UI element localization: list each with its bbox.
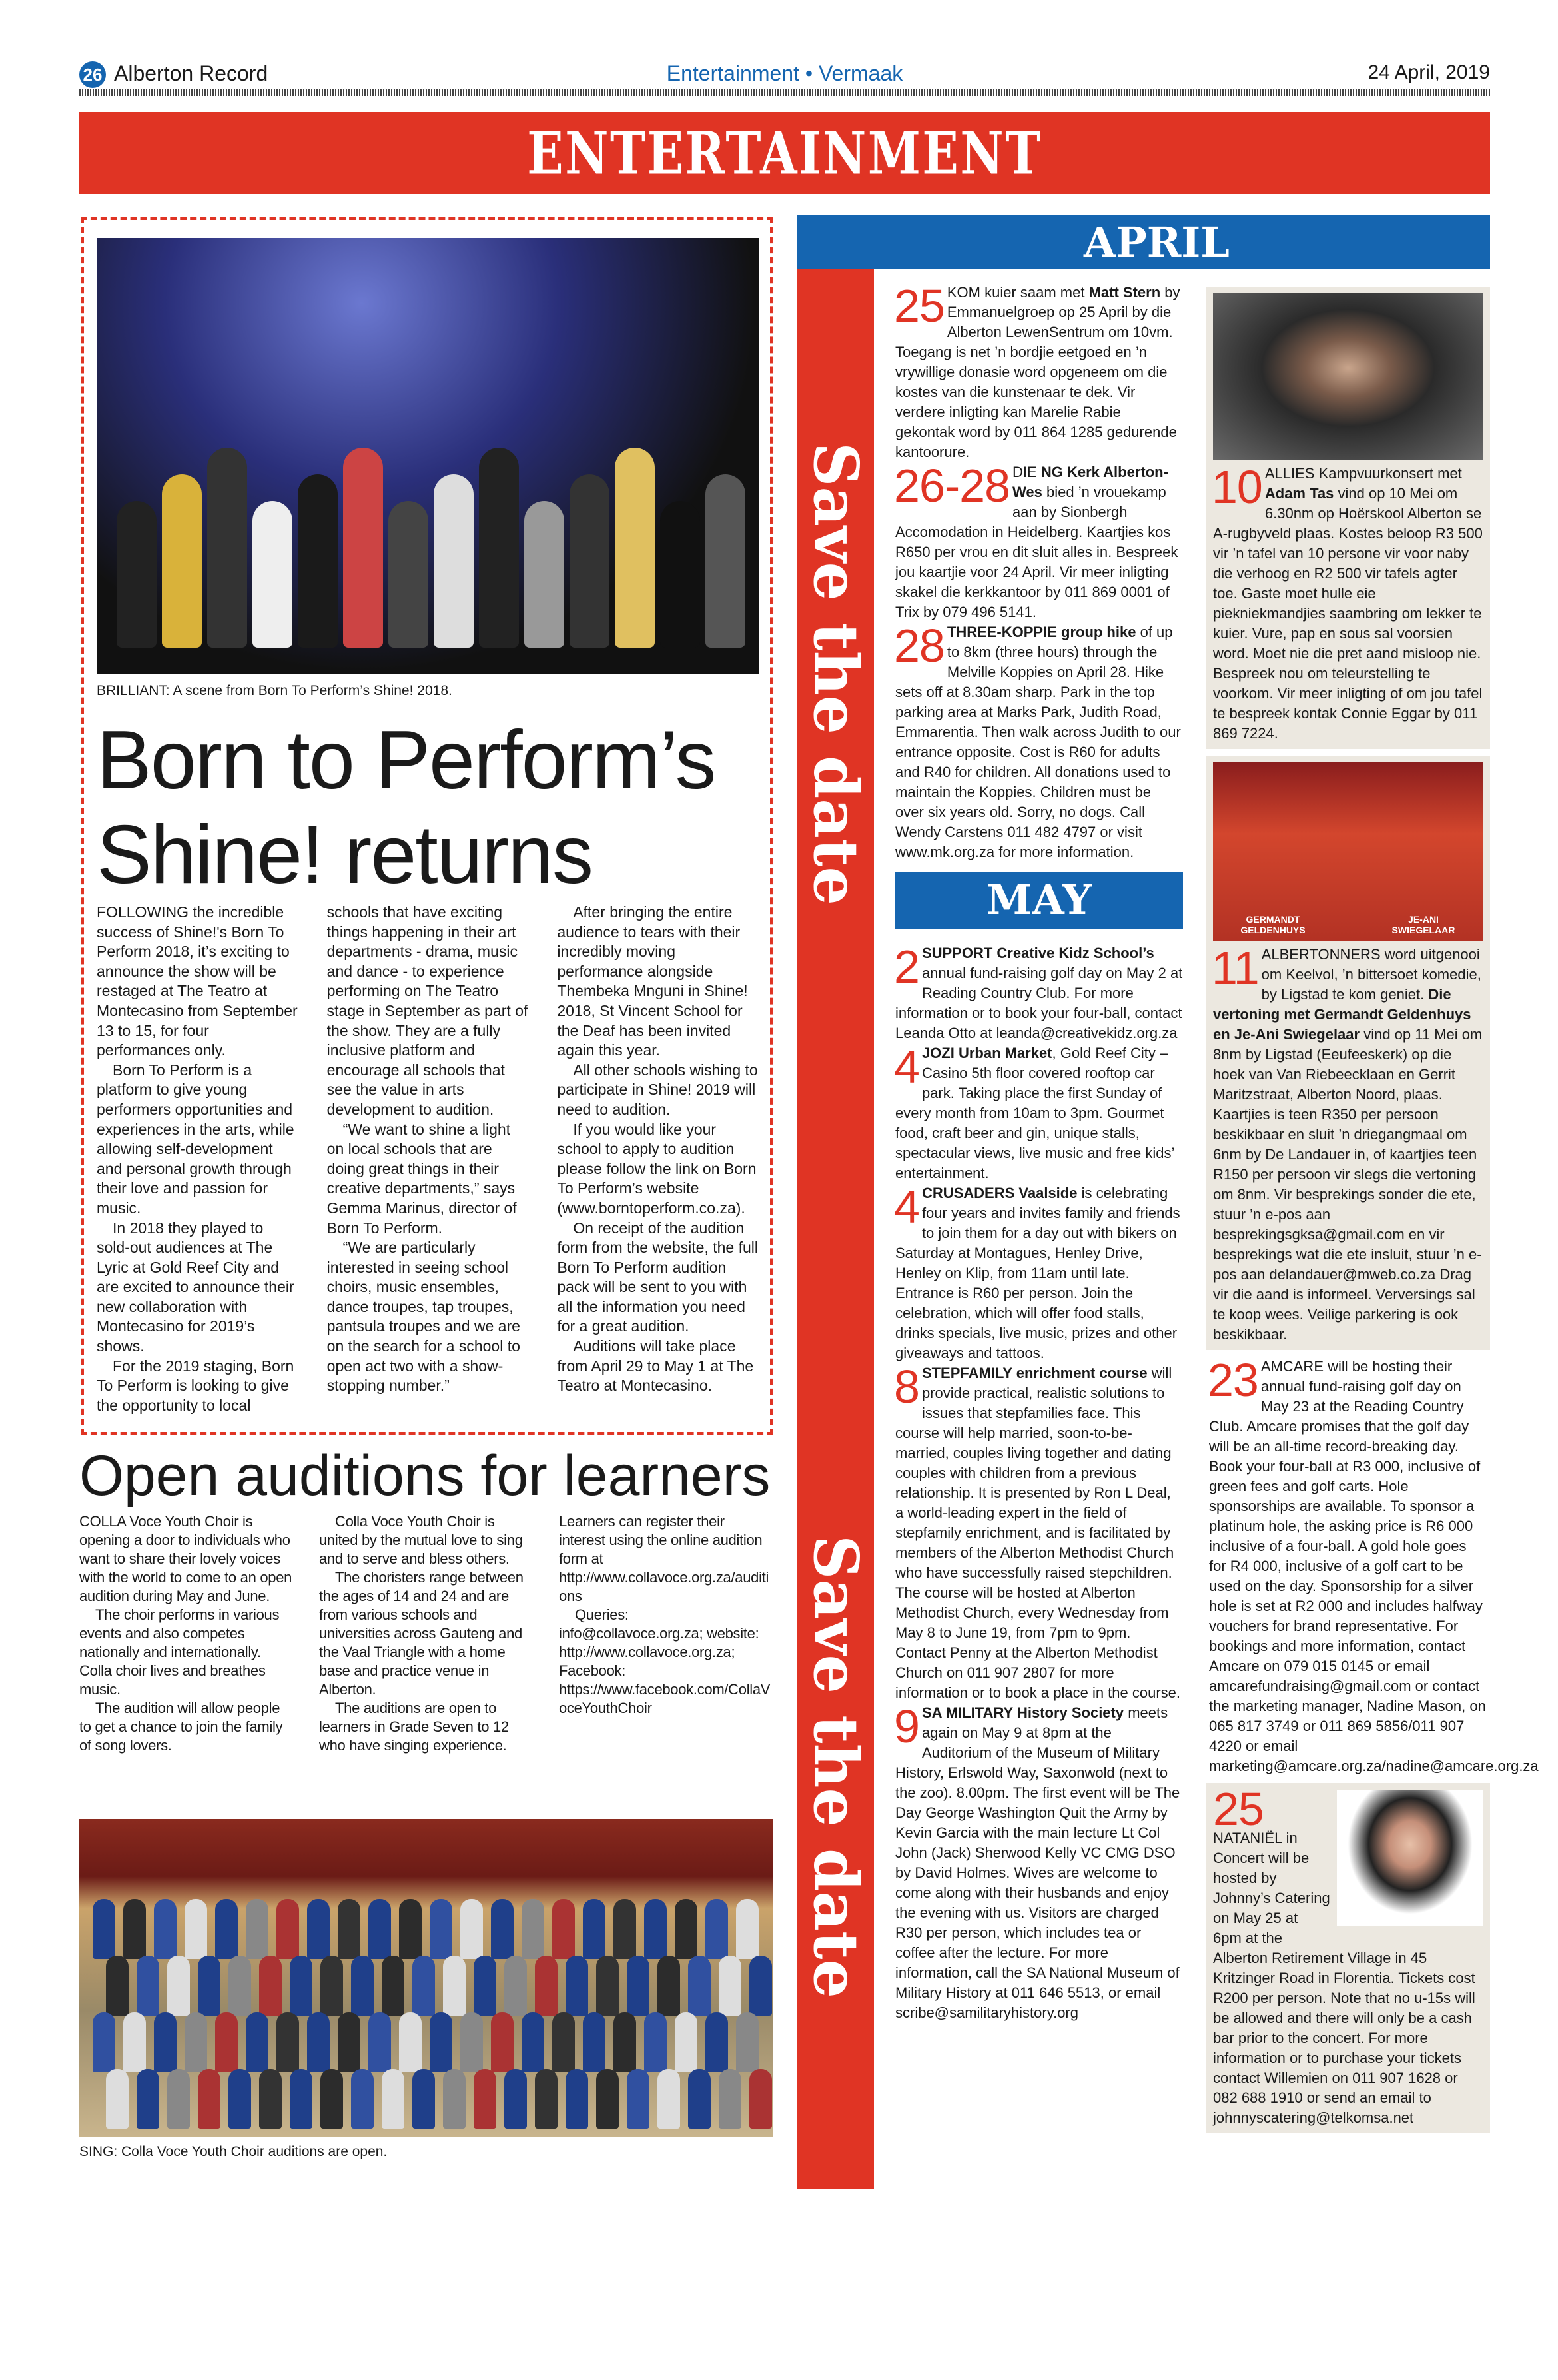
paragraph: After bringing the entire audience to tears with their incredibly moving performance alongside Thembeka Mnguni in Shine! 2018, St Vincent School for the Deaf has been invited again this year. bbox=[557, 903, 748, 1059]
choir-member bbox=[474, 2069, 496, 2129]
choir-member bbox=[399, 2012, 422, 2072]
choir-member bbox=[566, 2069, 588, 2129]
paragraph: The choristers range between the ages of 14 and 24 and are from various schools and universities across Gauteng and the Vaal Triangle with a home base and practice venue in Alberton. bbox=[319, 1569, 524, 1698]
event-box-nataniel bbox=[1206, 1783, 1490, 2133]
choir-member bbox=[644, 1899, 667, 1959]
choir-member bbox=[320, 2069, 343, 2129]
choir-member bbox=[412, 2069, 435, 2129]
event-date: 8 bbox=[894, 1361, 919, 1413]
choir-member bbox=[167, 1956, 190, 2016]
choir-member bbox=[276, 2012, 299, 2072]
choir-member bbox=[167, 2069, 190, 2129]
event-date: 2 bbox=[894, 941, 919, 993]
choir-member bbox=[535, 2069, 558, 2129]
choir-member bbox=[705, 1899, 728, 1959]
paragraph: In 2018 they played to sold-out audiences at The Lyric at Gold Reef City and are excited to announce their new collaboration with Montecasino for 2019’s shows. bbox=[97, 1219, 294, 1355]
choir-member bbox=[675, 1899, 697, 1959]
event-text: Die vertoning met Germandt Geldenhuys en Je-Ani Swiegelaar bbox=[1213, 986, 1471, 1043]
nataniel-photo bbox=[1337, 1790, 1483, 1926]
choir-member bbox=[596, 1956, 619, 2016]
event-date: 25 bbox=[1213, 1783, 1264, 1835]
performer-figure bbox=[252, 501, 292, 648]
event-item bbox=[895, 1043, 1183, 1183]
event-list bbox=[1212, 942, 1483, 1345]
choir-member bbox=[228, 2069, 251, 2129]
choir-member bbox=[93, 1899, 115, 1959]
event-item bbox=[1212, 942, 1483, 1345]
choir-member bbox=[290, 2069, 312, 2129]
choir-member bbox=[749, 2069, 772, 2129]
event-item bbox=[895, 943, 1183, 1043]
event-date: 4 bbox=[894, 1181, 919, 1233]
performer-figure bbox=[660, 501, 700, 648]
choir-member bbox=[596, 2069, 619, 2129]
event-item bbox=[895, 1363, 1183, 1703]
paragraph: Auditions will take place from April 29 to May 1 at The Teatro at Montecasino. bbox=[557, 1337, 754, 1395]
choir-member bbox=[154, 2012, 177, 2072]
newspaper-name: Alberton Record bbox=[114, 61, 268, 85]
paragraph: FOLLOWING the incredible success of Shine!'s Born To Perform 2018, it’s exciting to announce the show will be restaged at The Teatro at Montecasino from September 13 to 15, for four performances only. bbox=[97, 903, 298, 1059]
event-list bbox=[1212, 461, 1483, 744]
choir-member bbox=[351, 2069, 374, 2129]
article-headline-auditions: Open auditions for learners bbox=[79, 1444, 771, 1508]
choir-member bbox=[382, 2069, 404, 2129]
banner-title: ENTERTAINMENT bbox=[527, 118, 1042, 188]
choir-member bbox=[705, 2012, 728, 2072]
event-text: SA MILITARY History Society bbox=[921, 1704, 1124, 1721]
event-text: JOZI Urban Market bbox=[921, 1045, 1052, 1061]
paragraph: For the 2019 staging, Born To Perform is looking to give the opportunity to local schools that have exciting things happening in their art departments - drama, music and dance - to experience performing on The Teatro stage in September as part of the show. They are a fully inclusive platform and encourage all schools that see the value in arts development to audition. bbox=[97, 903, 528, 1414]
event-text: SUPPORT Creative Kidz School’s bbox=[921, 945, 1154, 961]
event-item bbox=[894, 1700, 1183, 2023]
choir-member bbox=[491, 2012, 514, 2072]
choir-member bbox=[259, 2069, 282, 2129]
performer-figure bbox=[388, 501, 428, 648]
performer-figure bbox=[434, 474, 474, 648]
choir-member bbox=[276, 1899, 299, 1959]
choir-member bbox=[399, 1899, 422, 1959]
choir-member bbox=[412, 1956, 435, 2016]
event-date: 9 bbox=[894, 1700, 919, 1752]
choir-member bbox=[307, 1899, 330, 1959]
choir-member bbox=[688, 1956, 711, 2016]
choir-member bbox=[749, 1956, 772, 2016]
section-name: Entertainment • Vermaak bbox=[666, 61, 903, 85]
choir-member bbox=[504, 1956, 527, 2016]
paragraph: Born To Perform is a platform to give young performers opportunities and experiences in the arts, while allowing self-development and personal growth through their love and passion for music. bbox=[97, 1061, 294, 1217]
paragraph: Queries: info@collavoce.org.za; website: http://www.collavoce.org.za; Facebook: https://www.facebook.com/CollaVoceYouthChoir bbox=[559, 1606, 771, 1716]
event-text: KOM kuier saam met bbox=[947, 284, 1089, 300]
event-text: AMCARE will be hosting their annual fund-raising golf day on May 23 at the Reading Country Club. Amcare promises that the golf day will be an all-time record-breaking day. Book your four-ball at R3 000, inclusive of green fees and golf carts. Hole sponsorships are available. To sponsor a platinum hole, the asking price is R6 000 inclusive of a four-ball. A gold hole goes for R4 000, inclusive of a golf cart to be used on the day. Sponsorship for a silver hole is set at R2 000 and includes halfway vouchers for brand representative. For bookings and more information, contact Amcare on 079 015 0145 or email amcarefundraising@gmail.com or contact the marketing manager, Nadine Mason, on 065 817 3749 or 011 869 5856/011 907 4220 or email marketing@amcare.org.za/nadine@amcare.org.za bbox=[1209, 1358, 1539, 1774]
photo-caption-choir: SING: Colla Voce Youth Choir auditions are open. bbox=[79, 2144, 388, 2159]
article-body bbox=[97, 903, 759, 1423]
paragraph: “We want to shine a light on local schools that are doing great things in their creative departments,” says Gemma Marinus, director of Born To Perform. bbox=[326, 1120, 517, 1237]
event-text: NATANIËL in Concert will be hosted by Johnny’s Catering on May 25 at 6pm at the Alberton Retirement Village in 45 Kritzinger Road in Florentia. Tickets cost R200 per person. Note that no u-15s will be allowed and there will only be a cash bar prior to the concert. For more information or to purchase your tickets contact Willemien on 011 907 1628 or 082 688 1910 or send an email to johnnyscatering@telkomsa.net bbox=[1213, 1830, 1475, 2126]
event-date: 23 bbox=[1208, 1354, 1258, 1406]
choir-member bbox=[93, 2012, 115, 2072]
header-rule bbox=[79, 89, 1490, 96]
event-box-keelvol bbox=[1206, 756, 1490, 1350]
performer-figure bbox=[570, 474, 609, 648]
performer-figure bbox=[343, 448, 383, 648]
event-text: CRUSADERS Vaalside bbox=[921, 1185, 1078, 1201]
event-text: STEPFAMILY enrichment course bbox=[921, 1365, 1148, 1381]
event-text: ALBERTONNERS word uitgenooi om Keelvol, ’n bittersoet komedie, by Ligstad te kom geniet. bbox=[1261, 946, 1481, 1003]
choir-member bbox=[552, 1899, 575, 1959]
month-header-may: MAY bbox=[895, 872, 1183, 929]
event-date: 26-28 bbox=[894, 460, 1010, 512]
choir-member bbox=[474, 1956, 496, 2016]
paragraph: All other schools wishing to participate in Shine! 2019 will need to audition. bbox=[557, 1061, 758, 1118]
event-text: , Gold Reef City – Casino 5th floor covered rooftop car park. Taking place the first Sunday of every month from 10am to 3pm. Gourmet food, craft beer and gin, unique stalls, spectacular views, live music and free kids’ entertainment. bbox=[895, 1045, 1174, 1181]
page-number-badge: 26 bbox=[79, 61, 106, 88]
event-text: ALLIES Kampvuurkonsert met bbox=[1264, 465, 1462, 482]
choir-member bbox=[382, 1956, 404, 2016]
performer-figure bbox=[117, 501, 157, 648]
paragraph: The auditions are open to learners in Grade Seven to 12 who have singing experience. Learners can register their interest using the online audition form at http://www.collavoce.org.za/auditions bbox=[319, 1513, 769, 1754]
save-the-date-label: Save the date bbox=[800, 1535, 872, 1998]
keelvol-actors-photo bbox=[1213, 762, 1483, 941]
choir-member bbox=[351, 1956, 374, 2016]
event-text: is celebrating four years and invites family and friends to join them for a day out with bikers on Saturday at Montagues, Henley Drive, Henley on Klip, from 11am until late. Entrance is R60 per person. Join the celebration, which will offer food stalls, drinks specials, live music, prizes and other giveaways and tattoos. bbox=[895, 1185, 1180, 1361]
performer-figure bbox=[162, 474, 202, 648]
event-item bbox=[895, 622, 1183, 862]
save-the-date-label: Save the date bbox=[800, 442, 872, 905]
performer-figure bbox=[705, 474, 745, 648]
choir-member bbox=[307, 2012, 330, 2072]
choir-member bbox=[106, 2069, 129, 2129]
article-headline: Born to Perform’s Shine! returns bbox=[97, 714, 715, 901]
event-text: annual fund-raising golf day on May 2 at Reading Country Club. For more information or to book your four-ball, contact Leanda Otto at leanda@creativekidz.org.za bbox=[895, 965, 1183, 1041]
performer-figure bbox=[479, 448, 519, 648]
event-text: of up to 8km (three hours) through the Melville Koppies on April 28. Hike sets off at 8.30am sharp. Park in the top parking area at Marks Park, Judith Road, Emmarentia. Then walk across Judith to our entrance opposite. Cost is R60 for adults and R40 for children. All donations used to maintain the Koppies. Children must be over six years old. Sorry, no dogs. Call Wendy Carstens 011 482 4797 or visit www.mk.org.za for more information. bbox=[895, 624, 1181, 860]
events-column bbox=[894, 280, 1183, 2023]
section-banner bbox=[79, 112, 1490, 194]
event-date: 25 bbox=[894, 280, 945, 332]
choir-member bbox=[719, 2069, 741, 2129]
choir-member bbox=[246, 1899, 268, 1959]
save-the-date-strip bbox=[797, 269, 874, 2189]
page-header bbox=[79, 59, 1490, 91]
event-text: DIE bbox=[1012, 464, 1041, 480]
choir-member bbox=[613, 2012, 636, 2072]
events-sidebar bbox=[1206, 287, 1539, 2140]
event-item bbox=[1212, 461, 1483, 744]
performer-figure bbox=[298, 474, 338, 648]
event-item bbox=[895, 1183, 1183, 1363]
event-date: 28 bbox=[894, 620, 945, 672]
choir-member bbox=[566, 1956, 588, 2016]
photo-label: GERMANDT GELDENHUYS bbox=[1240, 914, 1306, 935]
choir-member bbox=[198, 1956, 220, 2016]
choir-member bbox=[627, 2069, 649, 2129]
may-events bbox=[895, 943, 1183, 2023]
choir-member bbox=[106, 1956, 129, 2016]
choir-member bbox=[430, 1899, 452, 1959]
choir-member bbox=[583, 1899, 605, 1959]
event-date: 10 bbox=[1212, 461, 1262, 513]
choir-member bbox=[430, 2012, 452, 2072]
article-body-auditions bbox=[79, 1512, 773, 1755]
event-date: 11 bbox=[1212, 942, 1259, 994]
april-events bbox=[894, 280, 1183, 862]
performer-figure bbox=[207, 448, 247, 648]
choir-member bbox=[215, 1899, 238, 1959]
adam-tas-photo bbox=[1213, 293, 1483, 460]
choir-member bbox=[522, 1899, 544, 1959]
choir-member bbox=[613, 1899, 636, 1959]
event-text: Adam Tas bbox=[1264, 485, 1334, 502]
event-text: by Emmanuelgroep op 25 April by die Alberton LewenSentrum om 10vm. Toegang is net ’n bordjie eetgoed en ’n vrywillige donasie word opgeneem om die kostes van die kunstenaar te dek. Vir verdere inligting kan Marelie Rabie gekontak word by 011 864 1285 gedurende kantoorure. bbox=[895, 284, 1180, 460]
event-date: 4 bbox=[894, 1041, 919, 1093]
choir-member bbox=[644, 2012, 667, 2072]
choir-member bbox=[535, 1956, 558, 2016]
choir-member bbox=[185, 2012, 207, 2072]
event-text: NG Kerk Alberton-Wes bbox=[1012, 464, 1168, 500]
choir-member bbox=[368, 1899, 391, 1959]
paragraph: The audition will allow people to get a chance to join the family of song lovers. bbox=[79, 1700, 283, 1754]
event-text: THREE-KOPPIE group hike bbox=[947, 624, 1136, 640]
paragraph: If you would like your school to apply to audition please follow the link on Born To Perform’s website (www.borntoperform.co.za). bbox=[557, 1120, 757, 1217]
event-text: bied ’n vrouekamp aan by Sionbergh Accomodation in Heidelberg. Kaartjies kos R650 per vrou en dit sluit alles in. Bespreek jou kaartjie voor 24 April. Vir meer inligting skakel die kerkkantoor by 011 869 0001 of Trix by 079 496 5141. bbox=[895, 484, 1178, 620]
choir-member bbox=[137, 1956, 159, 2016]
choir-member bbox=[583, 2012, 605, 2072]
paragraph: On receipt of the audition form from the website, the full Born To Perform audition pack will be sent to you with all the information you need for a great audition. bbox=[557, 1219, 758, 1335]
performer-figure bbox=[524, 501, 564, 648]
photo-label: JE-ANI SWIEGELAAR bbox=[1391, 914, 1455, 935]
choir-member bbox=[443, 1956, 466, 2016]
event-box-amcare bbox=[1206, 1354, 1539, 1783]
choir-member bbox=[657, 1956, 680, 2016]
paragraph: “We are particularly interested in seeing school choirs, music ensembles, dance troupes, tap troupes, pantsula troupes and we are on the search for a school to open act two with a show-stopping number.” bbox=[326, 1239, 520, 1395]
choir-member bbox=[460, 1899, 483, 1959]
event-box-adam-tas bbox=[1206, 287, 1490, 749]
choir-member bbox=[460, 2012, 483, 2072]
event-text: meets again on May 9 at 8pm at the Auditorium of the Museum of Military History, Erlswold Way, Saxonwold (next to the zoo). 8.00pm. The first event will be The Day George Washington Quit the Army by Kevin Garcia with the main lecture Lt Col John (Jack) Sherwood Kelly VC CMG DSO by David Holmes. Wives are welcome to come along with their husbands and enjoy the evening with us. Visitors are charged R30 per person, which includes tea or coffee after the lecture. For more information, call the SA National Museum of Military History at 011 646 5513, or email scribe@samilitaryhistory.org bbox=[895, 1704, 1180, 2021]
paragraph: COLLA Voce Youth Choir is opening a door to individuals who want to share their lovely voices with the world to come to an open audition during May and June. bbox=[79, 1513, 292, 1604]
choir-member bbox=[719, 1956, 741, 2016]
choir-member bbox=[736, 2012, 759, 2072]
event-item bbox=[895, 462, 1183, 622]
photo-caption: BRILLIANT: A scene from Born To Perform’s Shine! 2018. bbox=[97, 683, 452, 698]
choir-member bbox=[198, 2069, 220, 2129]
choir-member bbox=[552, 2012, 575, 2072]
event-text: vind op 11 Mei om 8nm by Ligstad (Eeufeeskerk) op die hoek van Van Riebeecklaan en Gerrit Maritzstraat, Alberton Noord, plaas. Kaartjies is teen R350 per persoon beskikbaar en sluit ’n driegangmaal om 6nm by De Landauer in, of kaartjies teen R150 per persoon vir slegs die vertoning om 8nm. Vir besprekings sonder die ete, stuur ’n e-pos aan besprekingsgksa@gmail.com en vir besprekings wat die ete insluit, stuur ’n e-pos aan delandauer@mweb.co.za Drag vir die aand is informeel. Verversings sal te koop wees. Veilige parkering is ook beskikbaar. bbox=[1213, 1026, 1483, 1343]
paragraph: The choir performs in various events and also competes nationally and internationally. Colla choir lives and breathes music. bbox=[79, 1606, 280, 1698]
choir-member bbox=[688, 2069, 711, 2129]
choir-member bbox=[338, 1899, 360, 1959]
choir-member bbox=[215, 2012, 238, 2072]
choir-member bbox=[185, 1899, 207, 1959]
choir-member bbox=[675, 2012, 697, 2072]
born-to-perform-photo bbox=[97, 238, 759, 674]
choir-member bbox=[137, 2069, 159, 2129]
choir-member bbox=[627, 1956, 649, 2016]
event-item bbox=[894, 280, 1183, 462]
choir-member bbox=[259, 1956, 282, 2016]
event-list bbox=[1208, 1354, 1539, 1776]
choir-member bbox=[228, 1956, 251, 2016]
choir-group-photo bbox=[79, 1819, 773, 2137]
event-text: will provide practical, realistic solutions to issues that stepfamilies face. This course will help married, soon-to-be-married, couples living together and dating couples with children from a previous relationship. It is presented by Ron L Deal, a world-leading expert in the field of stepfamily enrichment, and is facilitated by members of the Alberton Methodist Church who have successfully raised stepchildren. The course will be hosted at Alberton Methodist Church, every Wednesday from May 8 to June 19, from 7pm to 9pm. Contact Penny at the Alberton Methodist Church on 011 907 2807 for more information or to book a place in the course. bbox=[895, 1365, 1181, 1701]
choir-member bbox=[154, 1899, 177, 1959]
choir-member bbox=[123, 2012, 146, 2072]
month-header-april: APRIL bbox=[797, 215, 1490, 269]
event-item bbox=[1208, 1354, 1539, 1776]
choir-member bbox=[443, 2069, 466, 2129]
paragraph: Colla Voce Youth Choir is united by the mutual love to sing and to serve and bless others. bbox=[319, 1513, 523, 1567]
choir-member bbox=[522, 2012, 544, 2072]
choir-member bbox=[736, 1899, 759, 1959]
choir-member bbox=[123, 1899, 146, 1959]
choir-member bbox=[338, 2012, 360, 2072]
choir-member bbox=[290, 1956, 312, 2016]
choir-member bbox=[368, 2012, 391, 2072]
choir-member bbox=[504, 2069, 527, 2129]
performer-figure bbox=[615, 448, 655, 648]
event-text: Matt Stern bbox=[1088, 284, 1161, 300]
issue-date: 24 April, 2019 bbox=[1367, 61, 1490, 83]
choir-member bbox=[320, 1956, 343, 2016]
choir-member bbox=[657, 2069, 680, 2129]
event-text: vind op 10 Mei om 6.30nm op Hoërskool Alberton se A-rugbyveld plaas. Kostes beloop R3 500 vir ’n tafel van 10 persone vir voor naby die verhoog en R2 500 vir tafels agter toe. Gaste moet hulle eie piekniekmandjies saambring om lekker te kuier. Vure, pap en sous sal voorsien word. Moet nie die pret aand misloop nie. Bespreek nou om teleurstelling te voorkom. Vir meer inligting of om jou tafel te bespreek kontak Connie Eggar by 011 869 7224. bbox=[1213, 485, 1483, 742]
choir-member bbox=[491, 1899, 514, 1959]
choir-member bbox=[246, 2012, 268, 2072]
